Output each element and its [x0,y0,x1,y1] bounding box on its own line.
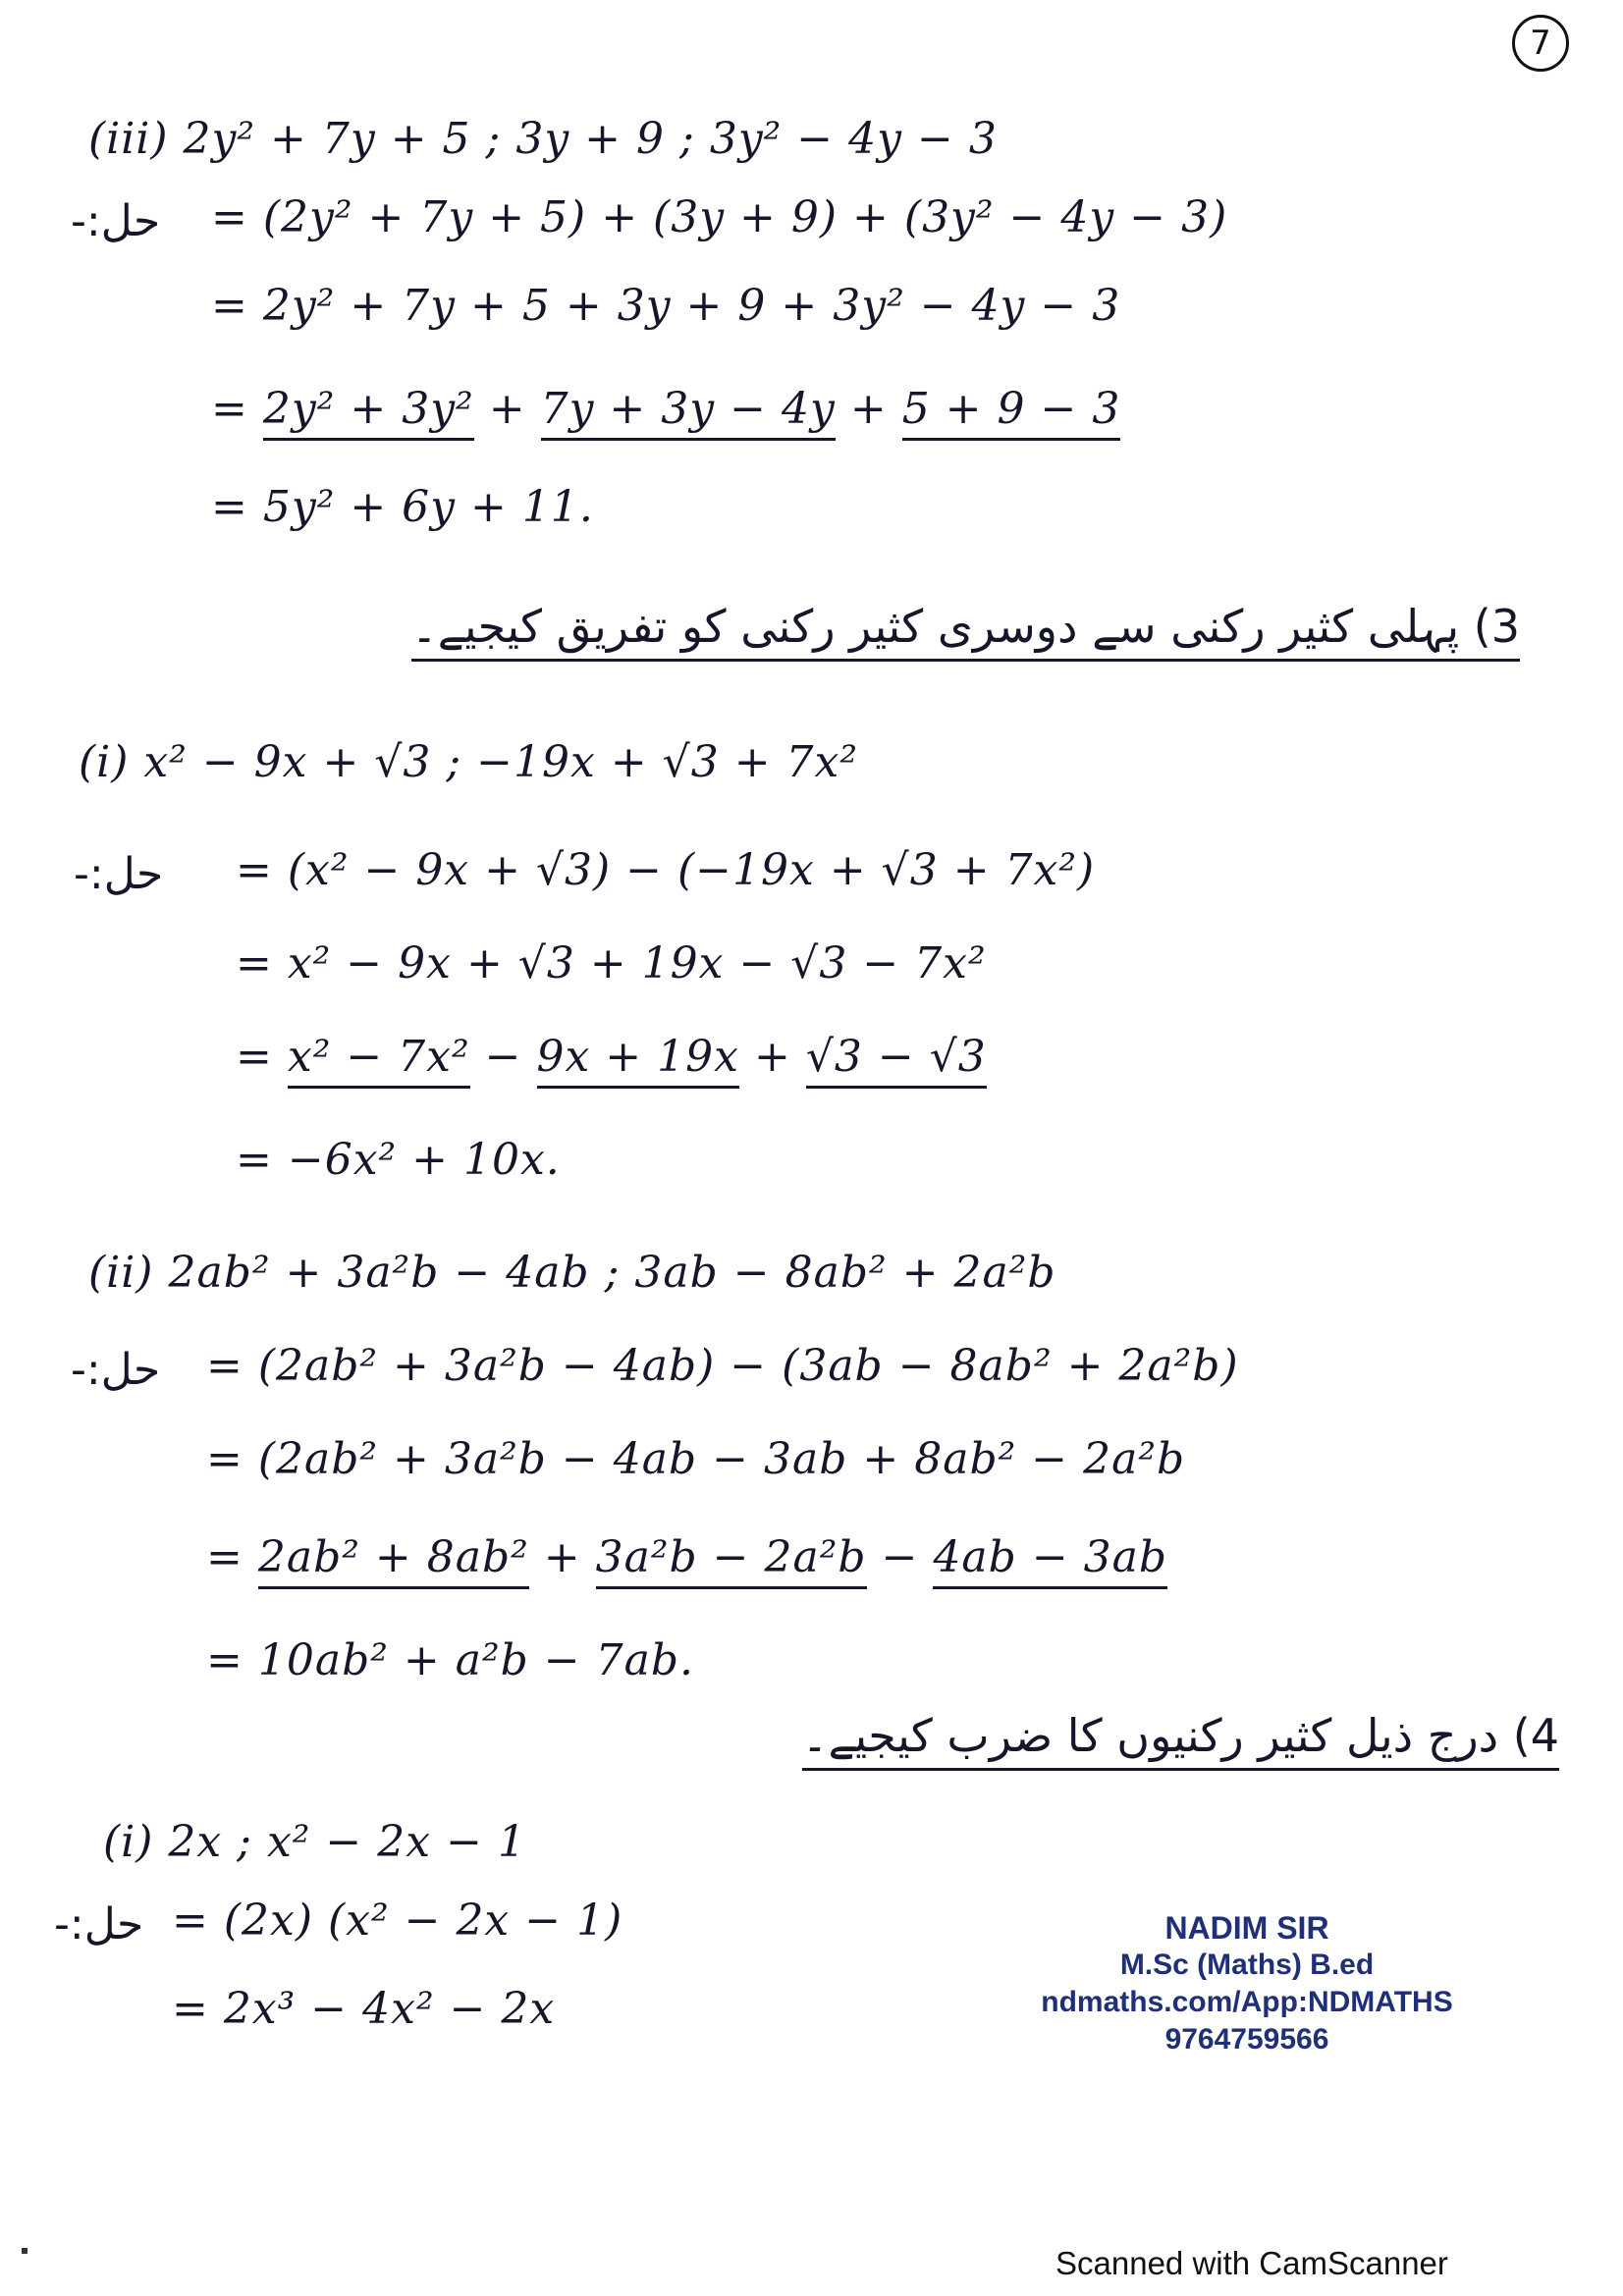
step-3-ii-1: = (2ab² + 3a²b − 4ab) − (3ab − 8ab² + 2a²b) [206,1341,1239,1391]
grouped-step-3-ii [206,1532,1168,1582]
grouped-sep: + [543,1532,581,1582]
heading-3-subtract [410,600,1520,653]
question-3-i: (i) x² − 9x + √3 ; −19x + √3 + 7x² [79,737,858,787]
result-iii: = 5y² + 6y + 11. [211,482,594,532]
grouped-step-3-i [236,1032,987,1082]
grouped-sep: + [849,384,888,434]
stamp-site: ndmaths.com/App:NDMATHS [1041,1986,1453,2018]
heading-4-text: 4) درج ذیل کثیر رکنیوں کا ضرب کیجیے۔ [802,1709,1559,1771]
step-4-i-1: = (2x) (x² − 2x − 1) [172,1896,623,1946]
grouped-part-x: 9x + 19x [537,1032,739,1089]
hal-label-3-ii: حل:- [71,1345,161,1395]
result-3-i: = −6x² + 10x. [236,1135,561,1185]
grouped-prefix: = [236,1032,273,1082]
question-4-i: (i) 2x ; x² − 2x − 1 [103,1817,526,1867]
stamp-degree: M.Sc (Maths) B.ed [1119,1949,1375,1981]
grouped-sep: − [881,1532,919,1582]
heading-3-text: 3) پہلی کثیر رکنی سے دوسری کثیر رکنی کو تفریق کیجیے۔ [411,600,1520,662]
step-4-i-2: = 2x³ − 4x² − 2x [172,1984,556,2034]
grouped-part-ab2: 2ab² + 8ab² [258,1532,529,1589]
grouped-part-y: 7y + 3y − 4y [541,384,836,441]
step-3-i-2: = x² − 9x + √3 + 19x − √3 − 7x² [236,938,987,988]
hal-label-3-i: حل:- [74,849,164,899]
hal-label-iii: حل:- [71,196,161,246]
grouped-part-a2b: 3a²b − 2a²b [596,1532,867,1589]
stamp-name: NADIM SIR [1164,1910,1329,1946]
heading-4-multiply [801,1709,1559,1762]
grouped-sep: − [484,1032,522,1082]
grouped-sep: + [488,384,526,434]
step-iii-2: = 2y² + 7y + 5 + 3y + 9 + 3y² − 4y − 3 [211,281,1121,331]
author-stamp [1031,1909,1463,2058]
question-3-ii: (ii) 2ab² + 3a²b − 4ab ; 3ab − 8ab² + 2a²b [88,1248,1056,1298]
grouped-step-iii [211,384,1121,434]
scan-edge-mark [22,2248,27,2254]
scanner-watermark: Scanned with CamScanner [1055,2245,1448,2281]
grouped-part-const: 5 + 9 − 3 [902,384,1121,441]
grouped-part-root: √3 − √3 [806,1032,987,1089]
grouped-part-x2: x² − 7x² [288,1032,470,1089]
grouped-prefix: = [211,384,248,434]
step-3-i-1: = (x² − 9x + √3) − (−19x + √3 + 7x²) [236,845,1096,895]
stamp-phone: 9764759566 [1164,2023,1329,2056]
grouped-sep: + [753,1032,791,1082]
hal-label-4-i: حل:- [54,1899,144,1949]
grouped-part-ab: 4ab − 3ab [933,1532,1167,1589]
page-number-badge [1512,15,1569,72]
grouped-part-y2: 2y² + 3y² [263,384,474,441]
grouped-prefix: = [206,1532,243,1582]
result-3-ii: = 10ab² + a²b − 7ab. [206,1635,694,1685]
step-iii-1: = (2y² + 7y + 5) + (3y + 9) + (3y² − 4y − 3) [211,192,1228,242]
page-number: 7 [1530,24,1551,63]
step-3-ii-2: = (2ab² + 3a²b − 4ab − 3ab + 8ab² − 2a²b [206,1434,1186,1484]
question-iii: (iii) 2y² + 7y + 5 ; 3y + 9 ; 3y² − 4y − 3 [88,114,998,164]
